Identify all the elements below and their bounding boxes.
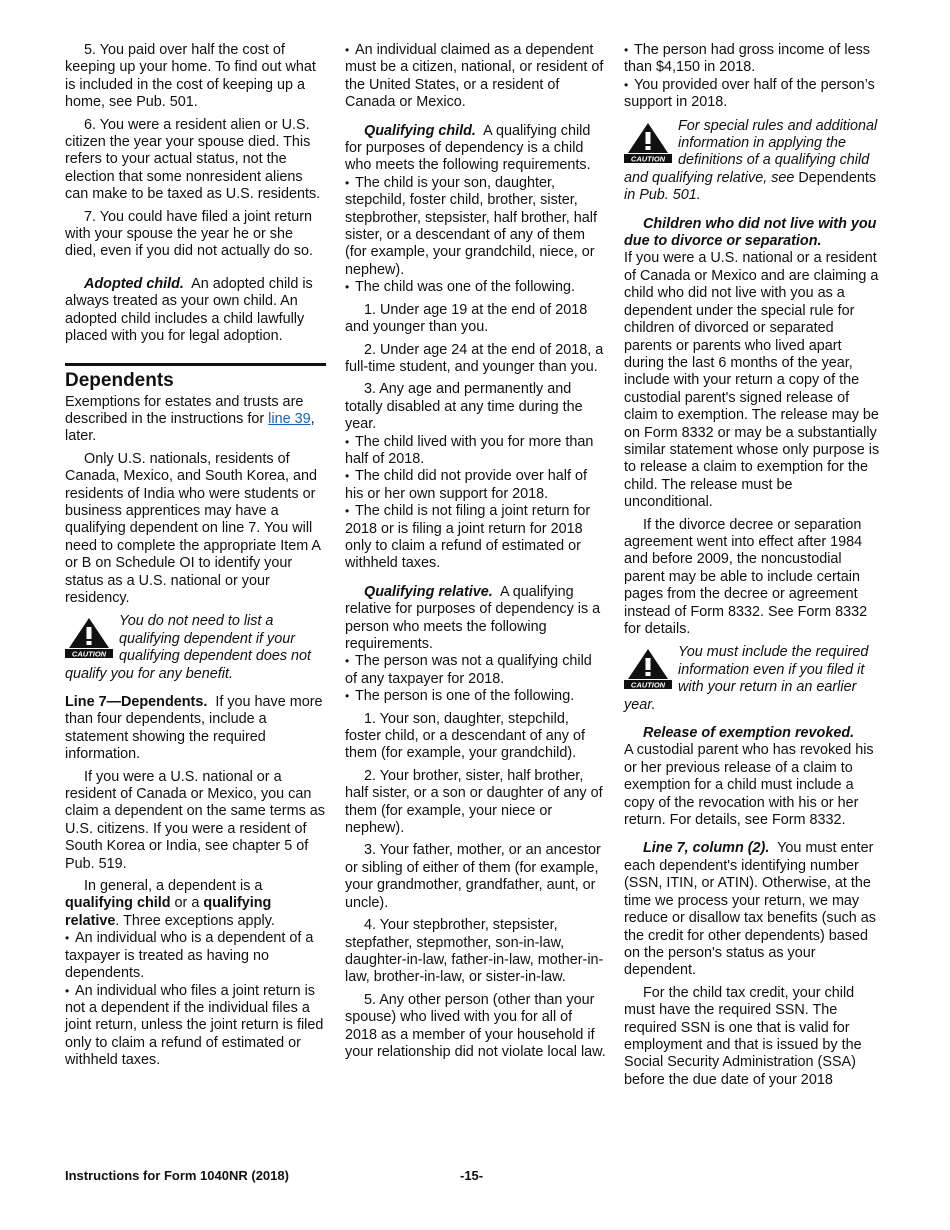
caution-icon [65,616,113,658]
line-39-link[interactable]: line 39 [268,410,311,427]
column-2 [345,42,606,1066]
list-item: • The person was not a qualifying child of any taxpayer for 2018. [345,653,592,687]
paragraph: In general, a dependent is a qualifying child or a qualifying relative. Three exceptions apply. [65,878,275,929]
list-item: • The child is not filing a joint return for 2018 or is filing a joint return for 2018 only to claim a refund of estimated or withheld taxes. [345,503,591,572]
paragraph: If you were a U.S. national or a resident of Canada or Mexico, you can claim a dependent on the same terms as U.S. citizens. If you were a resident of South Korea or India, see chapter 5 of Pub. 519. [65,768,325,872]
list-item: 4. Your stepbrother, stepsister, stepfather, stepmother, son-in-law, daughter-in-law, father-in-law, mother-in-law, brother-in-law, or sister-in-law. [345,917,604,986]
caution-note: CAUTION For special rules and additional information in applying the definitions of a qualifying child and qualifying relative, see Dependents in Pub. 501. [624,117,878,204]
list-item: • An individual claimed as a dependent must be a citizen, national, or resident of the United States, or a resident of Canada or Mexico. [345,42,604,111]
list-item: • The child is your son, daughter, stepchild, foster child, brother, sister, stepbrother, stepsister, half brother, half sister, or a descendant of any of them (for example, your grandchild, niece, or nephew). [345,174,597,278]
list-item: • The child did not provide over half of his or her own support for 2018. [345,468,587,502]
list-item: 1. Under age 19 at the end of 2018 and younger than you. [345,301,588,336]
paragraph: If the divorce decree or separation agreement went into effect after 1984 and before 2009, the noncustodial parent may be able to include certain pages from the decree or agreement instead of Form 8332. See Form 8332 for details. [624,516,868,637]
list-item: 6. You were a resident alien or U.S. citizen the year your spouse died. This refers to your actual status, not the election that some nonresident aliens can make to be taxed as U.S. residents. [65,116,321,203]
caution-icon [624,647,672,689]
paragraph: Release of exemption revoked. [643,725,855,742]
list-item: 2. Your brother, sister, half brother, half sister, or a son or daughter of any of them (for example, your niece or nephew). [345,767,603,837]
list-item: • The child lived with you for more than half of 2018. [345,433,594,467]
page-number: -15- [460,1168,484,1183]
list-item: 5. You paid over half the cost of keeping up your home. To find out what is included in the cost of keeping up a home, see Pub. 501. [65,42,316,111]
list-item: 1. Your son, daughter, stepchild, foster child, or a descendant of any of them (for example, your grandchild). [345,710,585,762]
list-item: • The person is one of the following. [345,688,575,705]
paragraph: For the child tax credit, your child must have the required SSN. The required SSN is one that is valid for employment and that is issued by the Social Security Administration (SSA) before the due date of your 2018 [624,984,862,1088]
paragraph: A custodial parent who has revoked his or her previous release of a claim to exemption for a child must include a copy of the revocation with his or her return. For details, see Form 8332. [624,742,874,829]
list-item: • The person had gross income of less than $4,150 in 2018. [624,42,870,76]
paragraph: Qualifying relative. A qualifying relative for purposes of dependency is a person who meets the following requirements. [345,583,601,652]
paragraph: Only U.S. nationals, residents of Canada, Mexico, and South Korea, and residents of India who were students or business apprentices may have a qualifying dependent on line 7. You will need to complete the appropriate Item A or B on Schedule OI to identify your status as a U.S. national or your residency. [65,450,321,606]
list-item: • The child was one of the following. [345,279,575,296]
list-item: 2. Under age 24 at the end of 2018, a full-time student, and younger than you. [345,341,604,375]
footer-form-title: Instructions for Form 1040NR (2018) [65,1168,289,1183]
caution-label: CAUTION [630,680,666,690]
section-heading: Dependents [65,369,174,391]
list-item: • An individual who files a joint return is not a dependent if the individual files a joint return, unless the joint return is filed only to claim a refund of estimated or withheld taxes. [65,982,324,1069]
caution-note: CAUTION You do not need to list a qualifying dependent if your qualifying dependent does not qualify you for any benefit. [65,613,312,682]
list-item: 7. You could have filed a joint return with your spouse the year he or she died, even if you did not actually do so. [65,208,313,260]
caution-label: CAUTION [71,649,107,659]
section-rule [65,363,326,366]
list-item: • You provided over half of the person’s support in 2018. [624,76,875,111]
paragraph: Exemptions for estates and trusts are described in the instructions for line 39, later. [65,393,315,445]
paragraph: Qualifying child. A qualifying child for purposes of dependency is a child who meets the following requirements. [345,122,591,174]
list-item: 3. Any age and permanently and totally disabled at any time during the year. [345,381,583,433]
caution-note: CAUTION You must include the required information even if you filed it with your return in an earlier year. [624,644,869,713]
paragraph: Line 7, column (2). You must enter each dependent's identifying number (SSN, ITIN, or ATIN). Otherwise, at the time we process your return, we may reduce or disallow tax benefits (such as the credit for other dependents) based on the person's status as your dependent. [624,840,876,979]
paragraph: If you were a U.S. national or a resident of Canada or Mexico and are claiming a child who did not live with you as a dependent under the special rule for children of divorced or separated parents or parents who lived apart during the last 6 months of the year, include with your return a copy of the custodial parent's signed release of claim to exemption. The release may be on Form 8332 or may be a substantially similar statement whose only purpose is to release a claim to exemption for the child. The release must be unconditional. [624,250,880,511]
paragraph: Children who did not live with you due to divorce or separation. [624,215,877,250]
column-3 [624,42,885,1094]
run-in-heading: Adopted child. [84,275,184,292]
run-in-heading: Line 7—Dependents. [65,694,208,710]
list-item: 3. Your father, mother, or an ancestor or sibling of either of them (for example, your grandmother, grandfather, aunt, or uncle). [345,842,601,911]
list-item: • An individual who is a dependent of a taxpayer is treated as having no dependents. [65,930,314,982]
column-1 [65,42,326,1075]
caution-label: CAUTION [630,154,666,163]
caution-icon [624,121,672,163]
adopted-child-paragraph: Adopted child. An adopted child is always treated as your own child. An adopted child includes a child lawfully placed with you for legal adoption. [65,275,313,345]
paragraph: Line 7—Dependents. If you have more than four dependents, include a statement showing the required information. [65,694,323,763]
list-item: 5. Any other person (other than your spouse) who lived with you for all of 2018 as a member of your household if your relationship did not violate local law. [345,991,606,1060]
